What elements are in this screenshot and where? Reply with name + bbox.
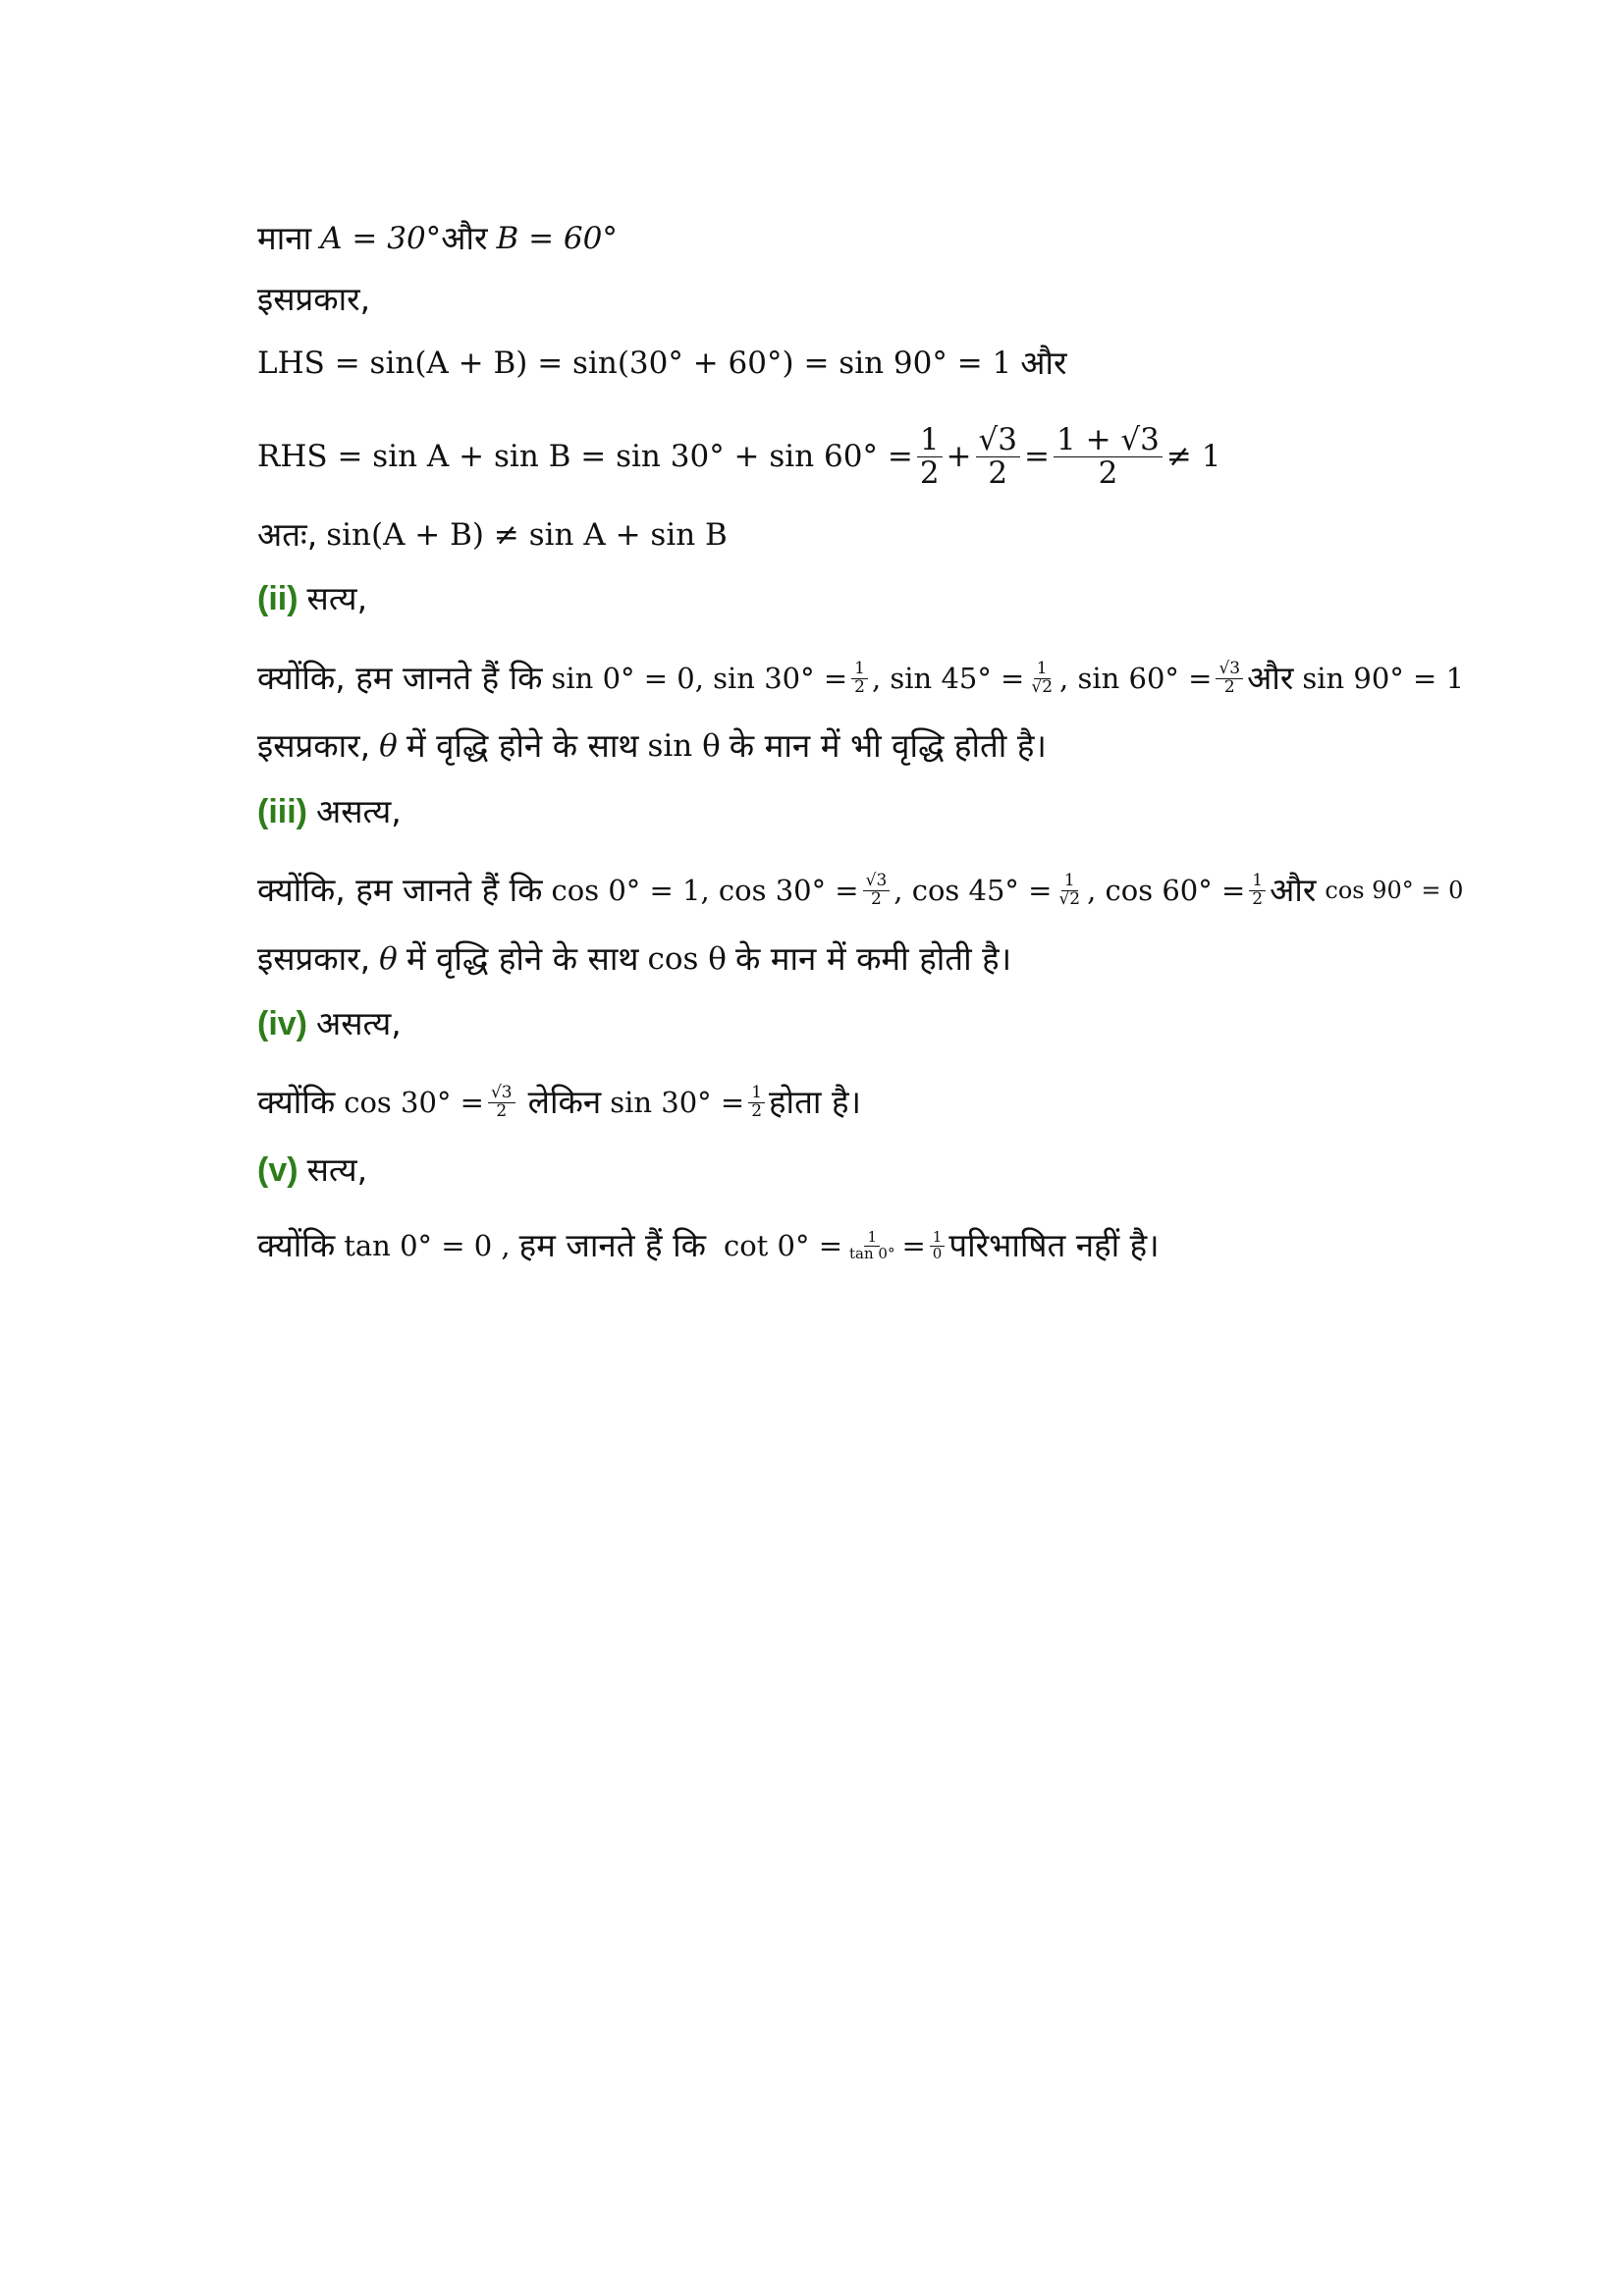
fraction: $\frac{1}{√2}$ bbox=[1058, 870, 1081, 909]
text: सत्य, bbox=[306, 579, 368, 617]
math-expression: , sin 60° = bbox=[1059, 662, 1213, 695]
text: और bbox=[1247, 659, 1294, 697]
math-expression: sin(A + B) ≠ sin A + sin B bbox=[326, 517, 728, 553]
operator: + bbox=[946, 439, 972, 474]
fraction: $\frac{1}{2}$ bbox=[851, 661, 868, 697]
text: के मान में कमी होती है। bbox=[734, 939, 1012, 978]
math-expression: cos 0° = 1, cos 30° = bbox=[551, 874, 859, 907]
text: इसप्रकार, bbox=[257, 280, 371, 318]
text: में वृद्धि होने के साथ bbox=[406, 939, 639, 978]
text: असत्य, bbox=[315, 792, 402, 830]
math-expression: , sin 45° = bbox=[871, 662, 1025, 695]
math-expression: cos θ bbox=[647, 941, 727, 977]
math-expression: ≠ 1 bbox=[1165, 439, 1221, 474]
text: क्योंकि, हम जानते हैं कि bbox=[257, 871, 543, 909]
text: इसप्रकार, bbox=[257, 939, 371, 978]
operator: = bbox=[1024, 439, 1050, 474]
theta-symbol: θ bbox=[379, 941, 398, 977]
text: असत्य, bbox=[316, 1004, 402, 1042]
text: लेकिन bbox=[527, 1083, 602, 1121]
text: सत्य, bbox=[306, 1150, 368, 1189]
rhs-line bbox=[257, 417, 1220, 496]
text: क्योंकि bbox=[257, 1083, 336, 1121]
text-line bbox=[257, 278, 370, 321]
text: माना bbox=[257, 219, 312, 257]
answer-heading-iv bbox=[257, 1002, 402, 1045]
answer-label: (iii) bbox=[257, 793, 307, 830]
text: परिभाषित नहीं है। bbox=[948, 1226, 1160, 1264]
text: और bbox=[441, 219, 488, 257]
fraction: $\frac{√3}{2}$ bbox=[1216, 661, 1243, 697]
math-expression: tan 0° = 0 , bbox=[344, 1229, 511, 1262]
fraction: $\frac{√3}{2}$ bbox=[488, 1085, 515, 1121]
answer-heading-v bbox=[257, 1148, 367, 1192]
math-expression: sin 0° = 0, sin 30° = bbox=[551, 662, 848, 695]
text: होता है। bbox=[769, 1083, 861, 1121]
math-expression: cot 0° = bbox=[723, 1229, 843, 1262]
fraction: $\frac{√3}{2}$ bbox=[976, 424, 1020, 489]
text: क्योंकि bbox=[257, 1226, 336, 1264]
text: और bbox=[1020, 344, 1067, 382]
theta-symbol: θ bbox=[379, 728, 398, 764]
cosine-conclusion-line bbox=[257, 937, 1011, 981]
math-expression: sin θ bbox=[647, 728, 721, 764]
math-expression: , cos 60° = bbox=[1087, 874, 1246, 907]
math-expression: A = 30° bbox=[320, 221, 442, 256]
math-expression: sin 90° = 1 bbox=[1302, 662, 1465, 695]
fraction: $\frac{1}{√2}$ bbox=[1031, 658, 1054, 697]
text: के मान में भी वृद्धि होती है। bbox=[729, 726, 1047, 765]
math-expression: cos 90° = 0 bbox=[1325, 877, 1464, 904]
fraction: $\frac{1}{2}$ bbox=[917, 424, 943, 489]
assumption-line bbox=[257, 217, 618, 260]
text: अतः, bbox=[257, 515, 318, 554]
sine-conclusion-line bbox=[257, 724, 1047, 768]
fraction: $\frac{1}{\tan 0^\circ}$ bbox=[849, 1227, 895, 1262]
answer-label: (ii) bbox=[257, 580, 298, 617]
fraction: $\frac{1}{0}$ bbox=[930, 1230, 946, 1262]
text: हम जानते हैं कि bbox=[518, 1226, 706, 1264]
cos-sin-30-line bbox=[257, 1072, 861, 1133]
math-expression: RHS = sin A + sin B = sin 30° + sin 60° = bbox=[257, 439, 913, 474]
cosine-values-line bbox=[257, 860, 1463, 921]
math-expression: B = 60° bbox=[496, 221, 618, 256]
answer-heading-iii bbox=[257, 790, 402, 833]
text: में वृद्धि होने के साथ bbox=[406, 726, 639, 765]
tan-cot-line bbox=[257, 1213, 1160, 1278]
lhs-line bbox=[257, 342, 1067, 385]
text: इसप्रकार, bbox=[257, 726, 371, 765]
conclusion-line bbox=[257, 513, 728, 557]
fraction: $\frac{√3}{2}$ bbox=[863, 873, 891, 909]
answer-heading-ii bbox=[257, 577, 367, 620]
math-expression: cos 30° = bbox=[344, 1086, 484, 1119]
answer-label: (iv) bbox=[257, 1005, 307, 1042]
fraction: $\frac{1 + √3}{2}$ bbox=[1054, 424, 1163, 489]
text: क्योंकि, हम जानते हैं कि bbox=[257, 659, 543, 697]
math-expression: sin 30° = bbox=[610, 1086, 745, 1119]
sine-values-line bbox=[257, 648, 1464, 709]
operator: = bbox=[901, 1229, 926, 1262]
fraction: $\frac{1}{2}$ bbox=[1249, 873, 1266, 909]
math-expression: , cos 45° = bbox=[893, 874, 1053, 907]
text: और bbox=[1270, 871, 1317, 909]
fraction: $\frac{1}{2}$ bbox=[748, 1085, 765, 1121]
math-expression: LHS = sin(A + B) = sin(30° + 60°) = sin 90° = 1 bbox=[257, 346, 1012, 381]
answer-label: (v) bbox=[257, 1151, 298, 1189]
